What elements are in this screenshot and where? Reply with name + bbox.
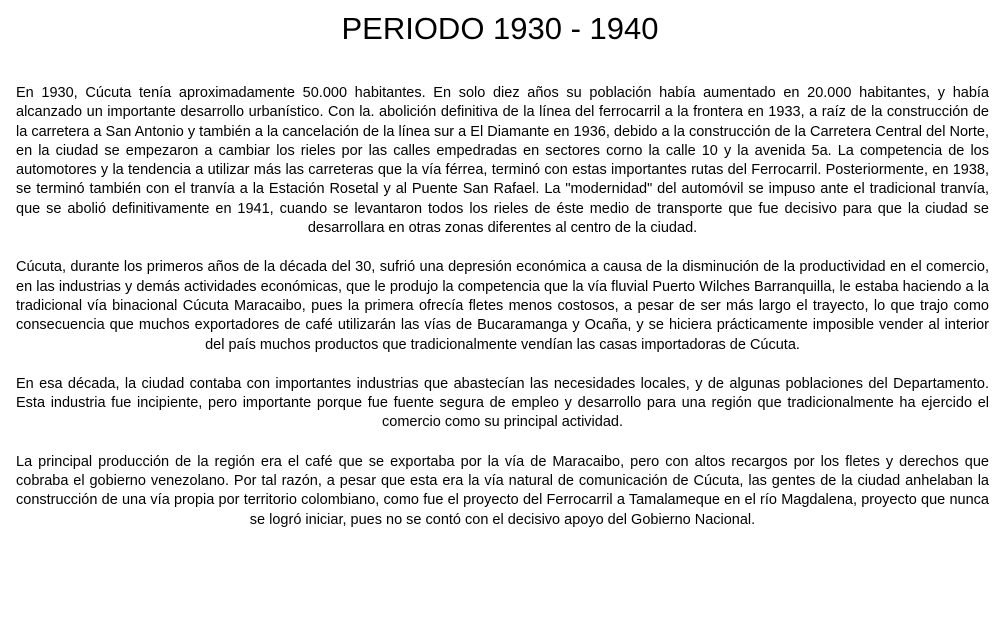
paragraph-coffee-production: La principal producción de la región era el café que se exportaba por la vía de Maracaibo, pero con altos recargos por los fletes y derechos que cobraba el gobierno venezolano. Por tal razón, a pesar que esta era la vía natural de comunicación de Cúcuta, las gentes de la ciudad anhelaban la construcción de una vía propia por territorio colombiano, como fue el proyecto del Ferrocarril a Tamalameque en el río Magdalena, proyecto que nunca se logró iniciar, pues no se contó con el decisivo apoyo del Gobierno Nacional.	[16, 453, 989, 528]
page-title: PERIODO 1930 - 1940	[341, 11, 659, 46]
paragraph-economic-depression: Cúcuta, durante los primeros años de la década del 30, sufrió una depresión económica a causa de la disminución de la productividad en el comercio, en las industrias y demás actividades económicas, que le produjo la competencia que la vía fluvial Puerto Wilches Barranquilla, le estaba haciendo a la tradicional vía binacional Cúcuta Maracaibo, pues la primera ofrecía fletes menos costosos, a pesar de ser más largo el trayecto, lo que trajo como consecuencia que muchos exportadores de café utilizarán las vías de Bucaramanga y Ocaña, y se hiciera prácticamente imposible vender al interior del país muchos productos que tradicionalmente vendían las casas importadoras de Cúcuta.	[16, 259, 989, 353]
document-body	[16, 84, 989, 550]
paragraph-industry: En esa década, la ciudad contaba con importantes industrias que abastecían las necesidades locales, y de algunas poblaciones del Departamento. Esta industria fue incipiente, pero importante porque fue fuente segura de empleo y desarrollo para una región que tradicionalmente ha ejercido el comercio como su principal actividad.	[16, 375, 989, 431]
paragraph-population: En 1930, Cúcuta tenía aproximadamente 50.000 habitantes. En solo diez años su población había aumentado en 20.000 habitantes, y había alcanzado un importante desarrollo urbanístico. Con la. abolición definitiva de la línea del ferrocarril a la frontera en 1933, a raíz de la construcción de la carretera a San Antonio y también a la cancelación de la línea sur a El Diamante en 1936, debido a la construcción de la Carretera Central del Norte, en la ciudad se empezaron a cambiar los rieles por las calles empedradas en sectores corno la calle 10 y la avenida 5a. La competencia de los automotores y la tendencia a utilizar más las carreteras que la vía férrea, terminó con estas importantes rutas del Ferrocarril. Posteriormente, en 1938, se terminó también con el tranvía a la Estación Rosetal y al Puente San Rafael. La "modernidad" del automóvil se impuso ante el tradicional tranvía, que se abolió definitivamente en 1941, cuando se levantaron todos los rieles de éste medio de transporte que fue decisivo para que la ciudad se desarrollara en otras zonas diferentes al centro de la ciudad.	[16, 85, 989, 237]
